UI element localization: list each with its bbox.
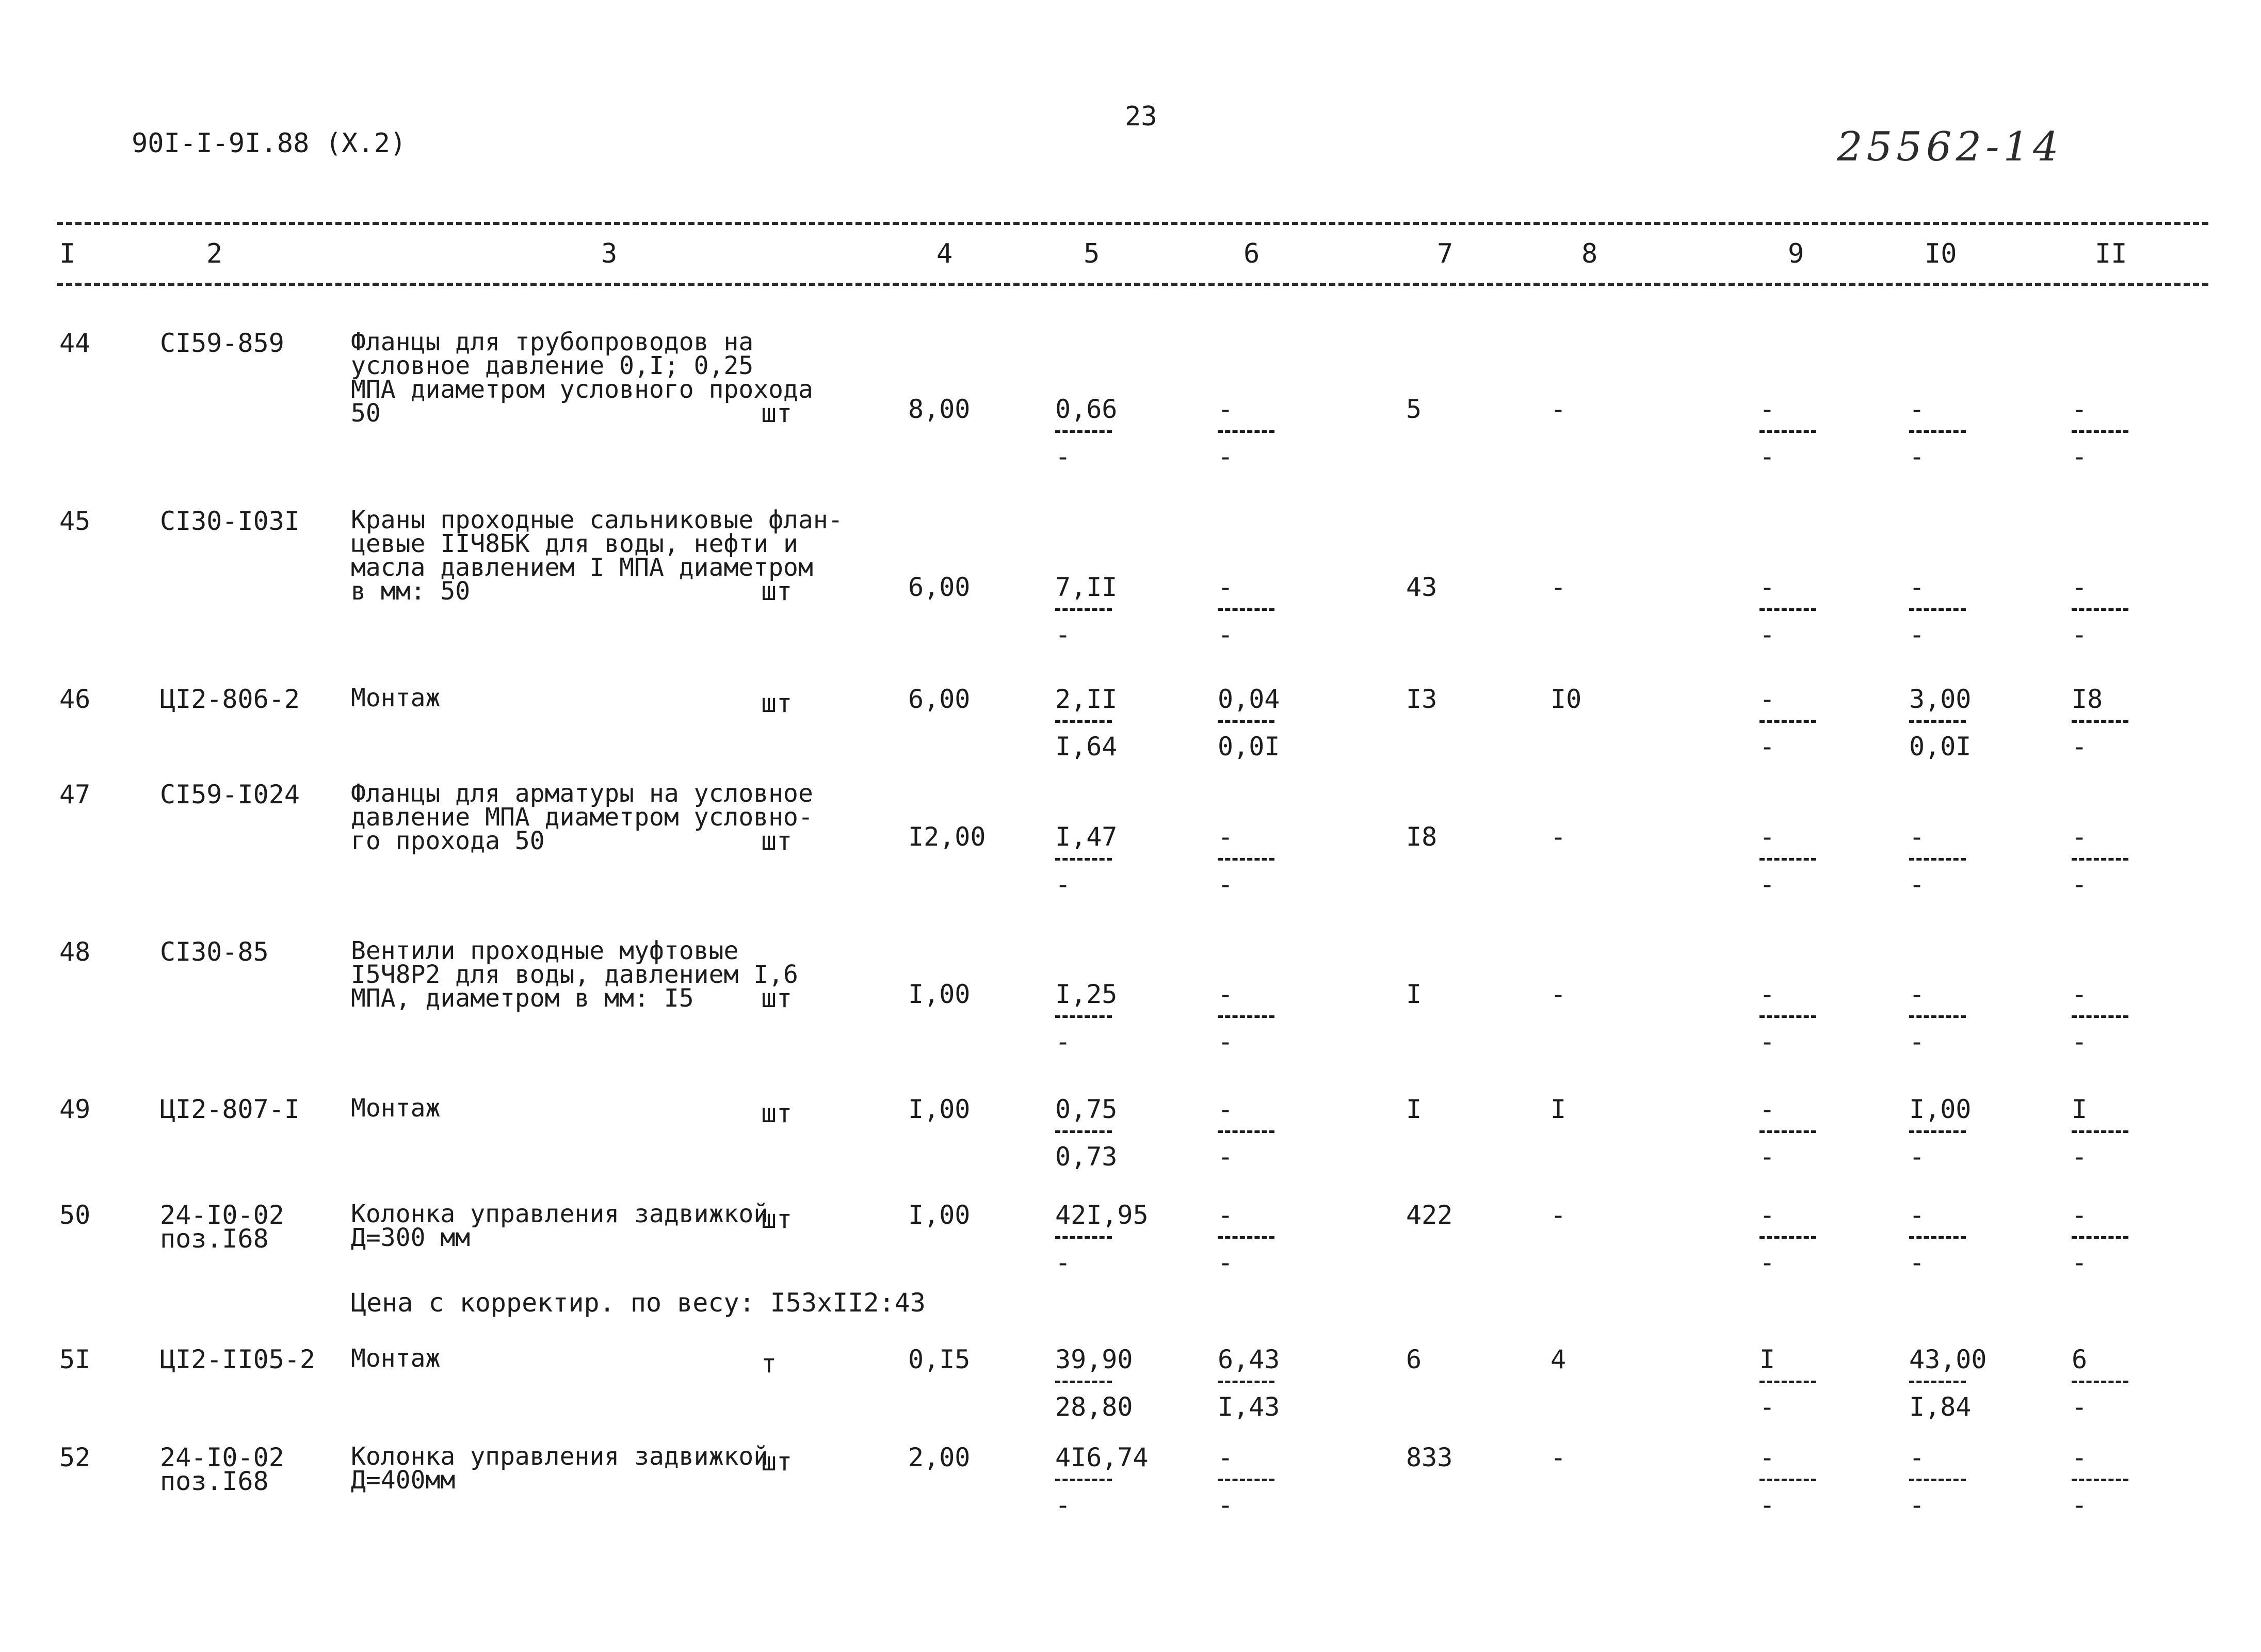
column-8-value: I0 xyxy=(1551,684,1582,714)
row-number: 49 xyxy=(59,1094,91,1124)
column-6-value-top: - xyxy=(1218,1094,1234,1124)
column-6-value-bottom: 0,0I xyxy=(1218,732,1280,762)
column-11-value-top: - xyxy=(2072,1200,2088,1230)
column-10-value-top: 43,00 xyxy=(1909,1345,1987,1374)
column-11-value-top: - xyxy=(2072,572,2088,602)
column-10-value-bottom: 0,0I xyxy=(1909,732,1972,762)
unit: шт xyxy=(761,1098,793,1128)
column-5-value-top: 2,II xyxy=(1055,684,1118,714)
unit: шт xyxy=(761,1204,793,1234)
column-7-value: I xyxy=(1406,979,1422,1009)
unit: шт xyxy=(761,398,793,428)
column-11-value-top: - xyxy=(2072,394,2088,424)
column-6-value-top: - xyxy=(1218,822,1234,852)
description-line: Д=400мм xyxy=(351,1466,456,1495)
page-number: 23 xyxy=(1125,101,1157,132)
unit: шт xyxy=(761,1447,793,1477)
fraction-bar xyxy=(1218,858,1274,861)
fraction-bar xyxy=(1909,858,1966,861)
column-9-value-top: - xyxy=(1759,822,1775,852)
column-9-value-bottom: - xyxy=(1759,442,1775,472)
column-11-value-top: - xyxy=(2072,1443,2088,1472)
column-7-value: I8 xyxy=(1406,822,1438,852)
column-9-value-top: - xyxy=(1759,1443,1775,1472)
description-line: Монтаж xyxy=(351,1344,441,1373)
column-9-value-bottom: - xyxy=(1759,1490,1775,1520)
column-9-value-bottom: - xyxy=(1759,869,1775,899)
column-10-value-bottom: - xyxy=(1909,1027,1925,1057)
column-9-value-bottom: - xyxy=(1759,1248,1775,1277)
column-6-value-bottom: - xyxy=(1218,1490,1234,1520)
column-header-1: I xyxy=(59,238,76,269)
column-7-value: 5 xyxy=(1406,394,1422,424)
resource-code: ЦI2-807-I xyxy=(160,1094,300,1124)
fraction-bar xyxy=(1909,1381,1966,1383)
fraction-bar xyxy=(1055,430,1112,433)
column-9-value-bottom: - xyxy=(1759,1142,1775,1172)
fraction-bar xyxy=(1909,1130,1966,1133)
column-10-value-bottom: - xyxy=(1909,620,1925,650)
column-10-value-top: I,00 xyxy=(1909,1094,1972,1124)
column-7-value: I3 xyxy=(1406,684,1438,714)
column-6-value-bottom: - xyxy=(1218,1142,1234,1172)
fraction-bar xyxy=(1909,430,1966,433)
column-5-value-top: 39,90 xyxy=(1055,1345,1133,1374)
quantity: 6,00 xyxy=(908,684,971,714)
fraction-bar xyxy=(1218,720,1274,723)
fraction-bar xyxy=(2072,1381,2128,1383)
column-9-value-top: - xyxy=(1759,1200,1775,1230)
fraction-bar xyxy=(1055,858,1112,861)
column-9-value-top: - xyxy=(1759,684,1775,714)
resource-code-position: поз.I68 xyxy=(160,1224,269,1254)
fraction-bar xyxy=(1218,1015,1274,1018)
column-5-value-top: 0,66 xyxy=(1055,394,1118,424)
quantity: 8,00 xyxy=(908,394,971,424)
resource-code-position: поз.I68 xyxy=(160,1466,269,1496)
column-5-value-bottom: - xyxy=(1055,1027,1071,1057)
column-5-value-bottom: - xyxy=(1055,1490,1071,1520)
fraction-bar xyxy=(1759,1236,1816,1239)
fraction-bar xyxy=(1759,1381,1816,1383)
fraction-bar xyxy=(1218,1130,1274,1133)
quantity: 0,I5 xyxy=(908,1345,971,1374)
column-6-value-bottom: - xyxy=(1218,442,1234,472)
row-number: 44 xyxy=(59,328,91,358)
document-code: 90I-I-9I.88 (X.2) xyxy=(132,128,407,159)
description-line: давление МПА диаметром условно- xyxy=(351,803,813,832)
description-line: Вентили проходные муфтовые xyxy=(351,936,739,965)
column-8-value: 4 xyxy=(1551,1345,1566,1374)
fraction-bar xyxy=(2072,720,2128,723)
fraction-bar xyxy=(1055,1479,1112,1481)
column-6-value-bottom: - xyxy=(1218,869,1234,899)
column-5-value-top: 7,II xyxy=(1055,572,1118,602)
resource-code: ЦI2-806-2 xyxy=(160,684,300,714)
column-header-2: 2 xyxy=(206,238,223,269)
description-line: условное давление 0,I; 0,25 xyxy=(351,351,754,380)
description-line: го прохода 50 xyxy=(351,827,545,855)
description-line: Фланцы для арматуры на условное xyxy=(351,779,813,808)
quantity: I2,00 xyxy=(908,822,986,852)
column-10-value-top: - xyxy=(1909,822,1925,852)
description-line: масла давлением I МПА диаметром xyxy=(351,553,813,582)
column-8-value: - xyxy=(1551,1200,1566,1230)
unit: т xyxy=(761,1349,777,1379)
row-number: 5I xyxy=(59,1345,91,1374)
fraction-bar xyxy=(1909,1236,1966,1239)
fraction-bar xyxy=(1759,608,1816,611)
table-header-rule xyxy=(57,283,2208,286)
resource-code: ЦI2-II05-2 xyxy=(160,1345,316,1374)
description-line: Д=300 мм xyxy=(351,1223,471,1252)
column-6-value-top: 0,04 xyxy=(1218,684,1280,714)
quantity: I,00 xyxy=(908,1200,971,1230)
column-5-value-bottom: - xyxy=(1055,869,1071,899)
fraction-bar xyxy=(1218,608,1274,611)
column-6-value-top: - xyxy=(1218,979,1234,1009)
fraction-bar xyxy=(1909,720,1966,723)
fraction-bar xyxy=(1218,430,1274,433)
fraction-bar xyxy=(1055,608,1112,611)
column-10-value-bottom: I,84 xyxy=(1909,1392,1972,1422)
column-8-value: - xyxy=(1551,394,1566,424)
row-number: 50 xyxy=(59,1200,91,1230)
column-11-value-bottom: - xyxy=(2072,869,2088,899)
column-5-value-bottom: - xyxy=(1055,620,1071,650)
resource-code: 24-I0-02 xyxy=(160,1443,284,1472)
column-10-value-top: - xyxy=(1909,979,1925,1009)
fraction-bar xyxy=(1218,1381,1274,1383)
column-10-value-bottom: - xyxy=(1909,1142,1925,1172)
fraction-bar xyxy=(1759,1130,1816,1133)
resource-code: CI30-85 xyxy=(160,937,269,967)
description-line: МПА диаметром условного прохода xyxy=(351,375,813,404)
resource-code: CI59-859 xyxy=(160,328,284,358)
quantity: 6,00 xyxy=(908,572,971,602)
column-8-value: I xyxy=(1551,1094,1566,1124)
column-header-6: 6 xyxy=(1243,238,1260,269)
column-8-value: - xyxy=(1551,979,1566,1009)
column-header-7: 7 xyxy=(1437,238,1454,269)
resource-code: CI30-I03I xyxy=(160,506,300,536)
column-header-4: 4 xyxy=(936,238,953,269)
column-9-value-top: - xyxy=(1759,394,1775,424)
resource-code: CI59-I024 xyxy=(160,780,300,809)
fraction-bar xyxy=(2072,1236,2128,1239)
column-10-value-bottom: - xyxy=(1909,1248,1925,1277)
description-line: в мм: 50 xyxy=(351,577,471,606)
column-5-value-top: I,25 xyxy=(1055,979,1118,1009)
column-header-11: II xyxy=(2095,238,2127,269)
column-9-value-bottom: - xyxy=(1759,1392,1775,1422)
fraction-bar xyxy=(2072,1015,2128,1018)
quantity: I,00 xyxy=(908,979,971,1009)
column-6-value-bottom: - xyxy=(1218,620,1234,650)
column-6-value-top: - xyxy=(1218,394,1234,424)
column-5-value-top: 42I,95 xyxy=(1055,1200,1149,1230)
column-7-value: 6 xyxy=(1406,1345,1422,1374)
description-line: цевые IIЧ8БК для воды, нефти и xyxy=(351,529,798,558)
fraction-bar xyxy=(1909,608,1966,611)
column-11-value-bottom: - xyxy=(2072,620,2088,650)
column-8-value: - xyxy=(1551,1443,1566,1472)
fraction-bar xyxy=(1055,1236,1112,1239)
resource-code: 24-I0-02 xyxy=(160,1200,284,1230)
column-5-value-top: 0,75 xyxy=(1055,1094,1118,1124)
unit: шт xyxy=(761,826,793,856)
description-line: Фланцы для трубопроводов на xyxy=(351,328,754,357)
column-11-value-bottom: - xyxy=(2072,442,2088,472)
description-line: Монтаж xyxy=(351,1094,441,1123)
fraction-bar xyxy=(1759,858,1816,861)
column-6-value-bottom: I,43 xyxy=(1218,1392,1280,1422)
row-number: 48 xyxy=(59,937,91,967)
column-11-value-top: I8 xyxy=(2072,684,2103,714)
sheet-reference: 25562-14 xyxy=(1837,124,2063,170)
column-10-value-bottom: - xyxy=(1909,442,1925,472)
unit: шт xyxy=(761,576,793,606)
column-7-value: 422 xyxy=(1406,1200,1453,1230)
column-10-value-bottom: - xyxy=(1909,1490,1925,1520)
column-11-value-top: I xyxy=(2072,1094,2088,1124)
column-7-value: I xyxy=(1406,1094,1422,1124)
quantity: 2,00 xyxy=(908,1443,971,1472)
column-11-value-bottom: - xyxy=(2072,1142,2088,1172)
description-line: I5Ч8Р2 для воды, давлением I,6 xyxy=(351,960,798,989)
description-line: 50 xyxy=(351,399,381,428)
column-11-value-bottom: - xyxy=(2072,1490,2088,1520)
row-number: 45 xyxy=(59,506,91,536)
fraction-bar xyxy=(2072,1479,2128,1481)
column-9-value-bottom: - xyxy=(1759,620,1775,650)
column-5-value-bottom: - xyxy=(1055,1248,1071,1277)
fraction-bar xyxy=(1055,1015,1112,1018)
column-11-value-top: 6 xyxy=(2072,1345,2088,1374)
column-6-value-top: - xyxy=(1218,1443,1234,1472)
column-8-value: - xyxy=(1551,822,1566,852)
row-number: 52 xyxy=(59,1443,91,1472)
column-6-value-top: - xyxy=(1218,1200,1234,1230)
column-7-value: 43 xyxy=(1406,572,1438,602)
column-11-value-top: - xyxy=(2072,979,2088,1009)
column-5-value-bottom: 28,80 xyxy=(1055,1392,1133,1422)
fraction-bar xyxy=(1759,1015,1816,1018)
column-7-value: 833 xyxy=(1406,1443,1453,1472)
column-10-value-bottom: - xyxy=(1909,869,1925,899)
fraction-bar xyxy=(1759,430,1816,433)
fraction-bar xyxy=(1055,1381,1112,1383)
fraction-bar xyxy=(1759,720,1816,723)
fraction-bar xyxy=(1759,1479,1816,1481)
fraction-bar xyxy=(1218,1236,1274,1239)
column-6-value-bottom: - xyxy=(1218,1027,1234,1057)
column-9-value-top: I xyxy=(1759,1345,1775,1374)
column-header-9: 9 xyxy=(1788,238,1804,269)
column-5-value-top: I,47 xyxy=(1055,822,1118,852)
fraction-bar xyxy=(2072,1130,2128,1133)
fraction-bar xyxy=(2072,858,2128,861)
column-5-value-bottom: I,64 xyxy=(1055,732,1118,762)
column-9-value-top: - xyxy=(1759,572,1775,602)
column-9-value-bottom: - xyxy=(1759,732,1775,762)
unit: шт xyxy=(761,688,793,718)
fraction-bar xyxy=(1218,1479,1274,1481)
column-10-value-top: - xyxy=(1909,572,1925,602)
column-11-value-top: - xyxy=(2072,822,2088,852)
description-line: МПА, диаметром в мм: I5 xyxy=(351,984,694,1013)
column-header-10: I0 xyxy=(1925,238,1957,269)
column-6-value-top: - xyxy=(1218,572,1234,602)
column-10-value-top: - xyxy=(1909,1200,1925,1230)
column-11-value-bottom: - xyxy=(2072,1392,2088,1422)
column-10-value-top: - xyxy=(1909,394,1925,424)
column-8-value: - xyxy=(1551,572,1566,602)
column-header-3: 3 xyxy=(601,238,618,269)
column-10-value-top: - xyxy=(1909,1443,1925,1472)
column-6-value-top: 6,43 xyxy=(1218,1345,1280,1374)
column-5-value-bottom: - xyxy=(1055,442,1071,472)
fraction-bar xyxy=(1055,720,1112,723)
fraction-bar xyxy=(1909,1015,1966,1018)
fraction-bar xyxy=(2072,608,2128,611)
column-11-value-bottom: - xyxy=(2072,732,2088,762)
fraction-bar xyxy=(1909,1479,1966,1481)
column-10-value-top: 3,00 xyxy=(1909,684,1972,714)
row-number: 46 xyxy=(59,684,91,714)
description-line: Монтаж xyxy=(351,684,441,712)
column-5-value-top: 4I6,74 xyxy=(1055,1443,1149,1472)
fraction-bar xyxy=(2072,430,2128,433)
column-9-value-top: - xyxy=(1759,1094,1775,1124)
quantity: I,00 xyxy=(908,1094,971,1124)
column-header-8: 8 xyxy=(1581,238,1598,269)
column-5-value-bottom: 0,73 xyxy=(1055,1142,1118,1172)
row-number: 47 xyxy=(59,780,91,809)
column-6-value-bottom: - xyxy=(1218,1248,1234,1277)
description-line: Колонка управления задвижкой xyxy=(351,1200,769,1228)
unit: шт xyxy=(761,983,793,1013)
column-header-5: 5 xyxy=(1084,238,1100,269)
description-line: Колонка управления задвижкой xyxy=(351,1442,769,1471)
description-line: Краны проходные сальниковые флан- xyxy=(351,506,843,535)
column-9-value-top: - xyxy=(1759,979,1775,1009)
price-correction-note: Цена с корректир. по весу: I53xII2:43 xyxy=(351,1288,926,1318)
column-9-value-bottom: - xyxy=(1759,1027,1775,1057)
column-11-value-bottom: - xyxy=(2072,1248,2088,1277)
table-top-rule xyxy=(57,222,2208,225)
fraction-bar xyxy=(1055,1130,1112,1133)
column-11-value-bottom: - xyxy=(2072,1027,2088,1057)
